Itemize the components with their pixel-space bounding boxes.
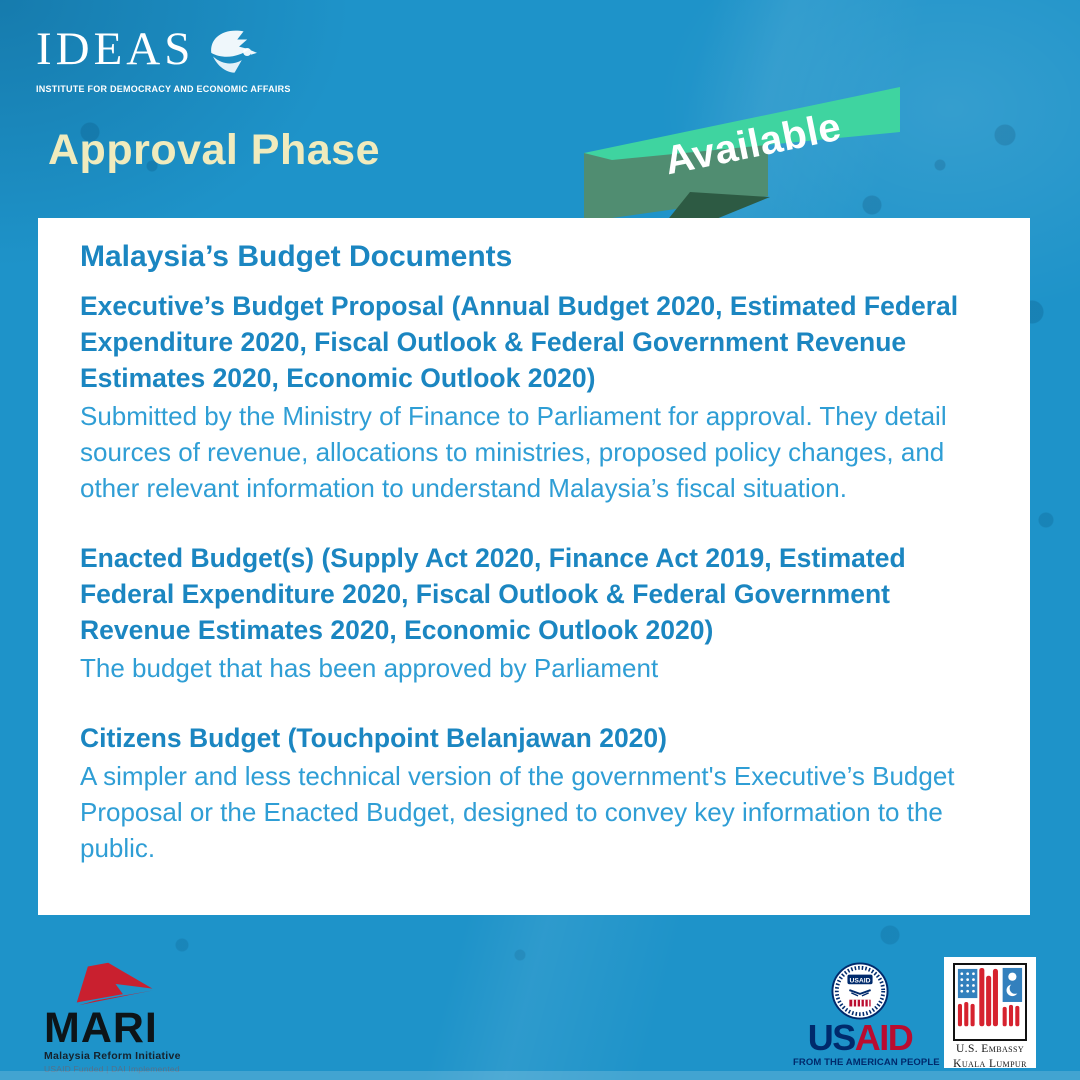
section-citizens-budget bbox=[80, 720, 992, 866]
ribbon-label: Available bbox=[660, 104, 845, 184]
section-heading: Citizens Budget (Touchpoint Belanjawan 2020) bbox=[80, 723, 667, 753]
ideas-tagline: INSTITUTE FOR DEMOCRACY AND ECONOMIC AFFAIRS bbox=[36, 84, 291, 94]
content-card bbox=[38, 218, 1030, 915]
section-enacted-budget bbox=[80, 540, 992, 686]
usaid-wordmark-aid: AID bbox=[854, 1017, 913, 1058]
section-executives-budget-proposal bbox=[80, 288, 992, 506]
mari-kite-icon bbox=[60, 960, 160, 1008]
usaid-tagline: FROM THE AMERICAN PEOPLE bbox=[793, 1057, 940, 1068]
mari-wordmark: MARI bbox=[44, 1004, 158, 1052]
embassy-flag-icon bbox=[955, 965, 1025, 1037]
ideas-logo bbox=[36, 23, 291, 94]
section-body: The budget that has been approved by Parliament bbox=[80, 653, 659, 683]
section-heading: Enacted Budget(s) (Supply Act 2020, Finance Act 2019, Estimated Federal Expenditure 2020, Fiscal Outlook & Federal Government Revenue Estimates 2020, Economic Outlook 2020) bbox=[80, 543, 906, 645]
usaid-wordmark-us: US bbox=[807, 1017, 855, 1058]
usaid-seal-icon bbox=[831, 962, 889, 1020]
section-heading: Executive’s Budget Proposal (Annual Budget 2020, Estimated Federal Expenditure 2020, Fiscal Outlook & Federal Government Revenue Estimates 2020, Economic Outlook 2020) bbox=[80, 291, 959, 393]
usaid-logo bbox=[793, 962, 940, 1068]
section-body: A simpler and less technical version of the government's Executive’s Budget Proposal or the Enacted Budget, designed to convey key information to the public. bbox=[80, 761, 955, 863]
us-embassy-logo bbox=[944, 957, 1036, 1068]
card-title: Malaysia’s Budget Documents bbox=[80, 240, 513, 273]
embassy-flag-frame bbox=[953, 963, 1027, 1041]
svg-text:USAID: USAID bbox=[849, 977, 871, 985]
usaid-wordmark bbox=[793, 1017, 927, 1058]
bottom-accent-strip bbox=[0, 1071, 1080, 1080]
dove-icon bbox=[204, 26, 258, 78]
embassy-name-line2: Kuala Lumpur bbox=[953, 1057, 1027, 1070]
embassy-name-line1: U.S. Embassy bbox=[955, 1043, 1025, 1055]
ideas-wordmark: IDEAS bbox=[36, 23, 195, 75]
page-title: Approval Phase bbox=[48, 126, 380, 174]
mari-subtitle: Malaysia Reform Initiative bbox=[44, 1050, 181, 1062]
section-body: Submitted by the Ministry of Finance to Parliament for approval. They detail sources of revenue, allocations to ministries, proposed policy changes, and other relevant information to understand Malaysia’s fiscal situation. bbox=[80, 401, 947, 503]
mari-funding-note: USAID Funded | DAI Implemented bbox=[44, 1064, 180, 1074]
mari-logo bbox=[44, 960, 244, 1074]
